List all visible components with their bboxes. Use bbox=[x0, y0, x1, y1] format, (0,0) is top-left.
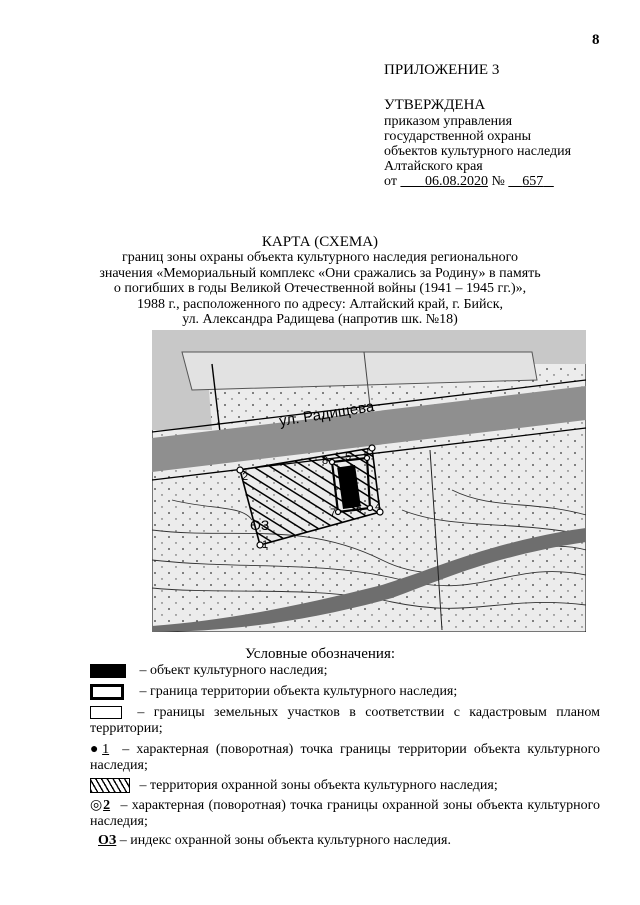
site-map bbox=[152, 330, 586, 632]
date-prefix: от bbox=[384, 174, 397, 189]
legend-item bbox=[90, 705, 600, 737]
subtitle-line: ул. Александра Радищева (напротив шк. №18) bbox=[182, 312, 458, 327]
point-label: 2 bbox=[242, 471, 249, 483]
subtitle-line: о погибших в годы Великой Отечественной войны (1941 – 1945 гг.)», bbox=[113, 281, 527, 296]
legend-text: – территория охранной зоны объекта культурного наследия; bbox=[139, 778, 498, 793]
legend-item bbox=[90, 778, 600, 794]
order-date: 06.08.2020 bbox=[424, 174, 488, 189]
legend-item bbox=[90, 798, 600, 830]
order-line: приказом управления bbox=[384, 114, 513, 129]
boundary-rect-icon bbox=[90, 684, 124, 700]
legend-item bbox=[90, 684, 600, 700]
order-line: Алтайского края bbox=[384, 159, 483, 174]
order-line: государственной охраны bbox=[384, 129, 532, 144]
point-icon: ● bbox=[90, 742, 103, 757]
order-line: объектов культурного наследия bbox=[384, 144, 572, 159]
order-number: 657 bbox=[522, 174, 544, 189]
parcel-rect-icon bbox=[90, 706, 122, 719]
legend-item bbox=[90, 833, 600, 849]
number-sign: № bbox=[491, 174, 505, 189]
legend-text: – границы земельных участков в соответствии с кадастровым планом территории; bbox=[90, 705, 600, 736]
page-number: 8 bbox=[592, 32, 600, 48]
point-label: 7 bbox=[330, 507, 337, 519]
street-label: ул. Радищева bbox=[277, 398, 376, 430]
subtitle-line: границ зоны охраны объекта культурного наследия регионального bbox=[121, 250, 519, 265]
order-block bbox=[384, 114, 571, 189]
legend-text: – граница территории объекта культурного наследия; bbox=[139, 684, 458, 700]
point-label: 4 bbox=[375, 501, 382, 513]
legend-item bbox=[90, 742, 600, 774]
legend-marker: 1 bbox=[102, 742, 110, 757]
legend-title: Условные обозначения: bbox=[244, 646, 396, 662]
legend-text: – индекс охранной зоны объекта культурного наследия. bbox=[119, 833, 451, 848]
legend-marker: ОЗ bbox=[98, 833, 117, 848]
appendix-label: ПРИЛОЖЕНИЕ 3 bbox=[384, 62, 500, 78]
legend-text: – характерная (поворотная) точка границы территории объекта культурного наследия; bbox=[90, 742, 601, 773]
point-label: 3 bbox=[363, 447, 370, 459]
legend-text: – объект культурного наследия; bbox=[139, 663, 328, 678]
subtitle-line: 1988 г., расположенного по адресу: Алтайский край, г. Бийск, bbox=[136, 296, 504, 312]
zone-point-icon: ◎ bbox=[90, 798, 104, 813]
order-date-line bbox=[384, 174, 571, 189]
legend-item bbox=[90, 663, 600, 679]
legend-marker: 2 bbox=[103, 798, 111, 813]
zone-label: ОЗ bbox=[250, 517, 270, 533]
page-title: КАРТА (СХЕМА) bbox=[261, 234, 379, 250]
approved-label: УТВЕРЖДЕНА bbox=[384, 97, 486, 113]
legend-text: – характерная (поворотная) точка границы охранной зоны объекта культурного наследия; bbox=[90, 798, 600, 829]
point-label: 5 bbox=[345, 451, 352, 463]
black-rect-icon bbox=[90, 664, 126, 678]
point-label: 6 bbox=[356, 503, 363, 515]
page-subtitle bbox=[90, 250, 550, 328]
hatch-rect-icon bbox=[90, 778, 130, 793]
point-label: 1 bbox=[262, 539, 269, 551]
subtitle-line: значения «Мемориальный комплекс «Они сражались за Родину» в память bbox=[99, 265, 541, 281]
point-label: 8 bbox=[322, 455, 329, 467]
